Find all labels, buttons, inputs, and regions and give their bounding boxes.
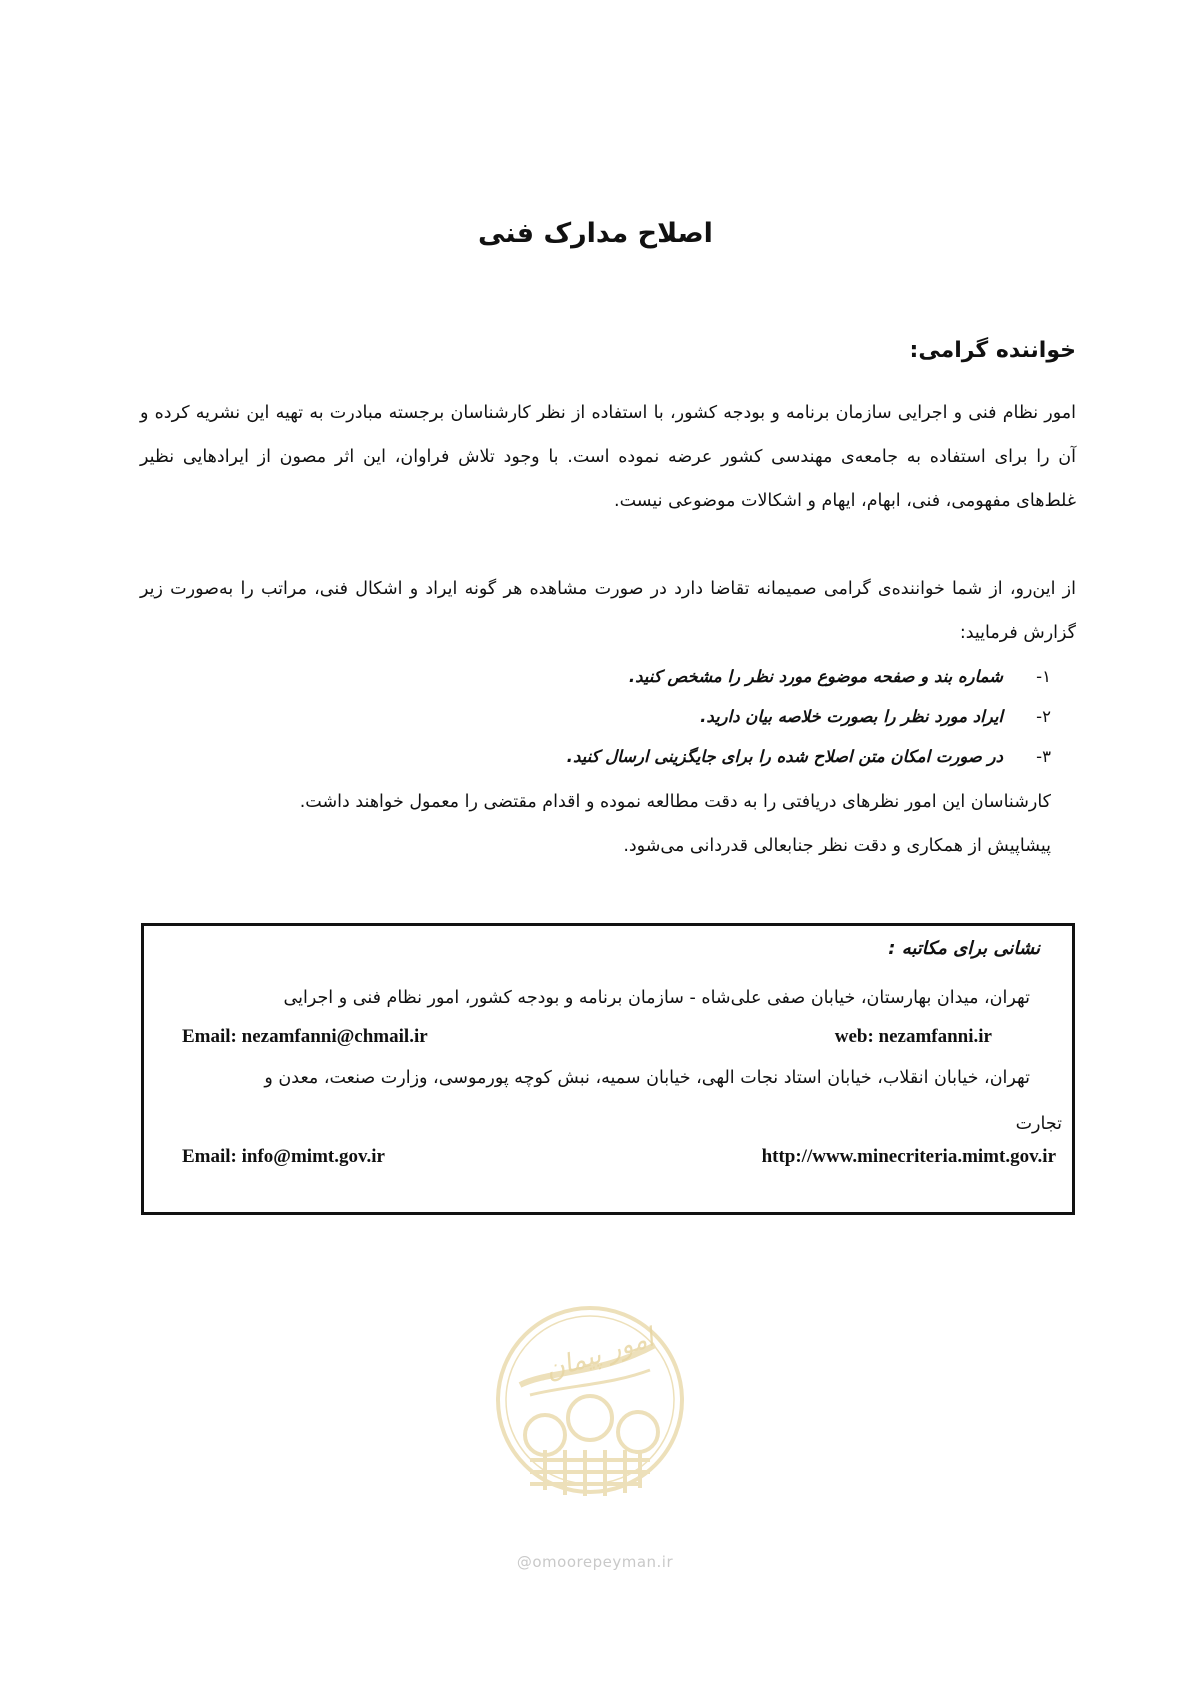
address-box — [141, 923, 1075, 1215]
page-title: اصلاح مدارک فنی — [478, 218, 713, 249]
closing-line-1: کارشناسان این امور نظرهای دریافتی را به دقت مطالعه نموده و اقدام مقتضی را معمول خواهند داشت. — [299, 792, 1051, 812]
list-item — [567, 737, 1051, 777]
closing-text — [300, 780, 1051, 868]
address-line-2-continued: تجارت — [1015, 1114, 1062, 1134]
email-link-1[interactable]: Email: nezamfanni@chmail.ir — [182, 1026, 428, 1047]
address-line-1: تهران، میدان بهارستان، خیابان صفی علی‌شاه - سازمان برنامه و بودجه کشور، امور نظام فنی و اجرایی — [283, 988, 1030, 1008]
email-link-2[interactable]: Email: info@mimt.gov.ir — [182, 1146, 385, 1167]
list-item — [567, 697, 1051, 737]
list-item-number: ۱- — [1036, 667, 1051, 686]
instructions-list — [567, 657, 1051, 777]
watermark-logo-text: امور پیمان — [541, 1322, 658, 1387]
list-item — [567, 657, 1051, 697]
salutation: خواننده گرامی: — [909, 338, 1076, 363]
list-item-text: شماره بند و صفحه موضوع مورد نظر را مشخص کنید. — [628, 667, 1003, 686]
web-link-2[interactable]: http://www.minecriteria.mimt.gov.ir — [761, 1146, 1056, 1167]
address-heading: نشانی برای مکاتبه : — [888, 938, 1040, 959]
watermark-site: @omoorepeyman.ir — [516, 1553, 674, 1571]
address-line-2: تهران، خیابان انقلاب، خیابان استاد نجات الهی، خیابان سمیه، نبش کوچه پورموسی، وزارت صنعت، معدن و — [264, 1068, 1030, 1088]
request-paragraph: از این‌رو، از شما خواننده‌ی گرامی صمیمانه تقاضا دارد در صورت مشاهده هر گونه ایراد و اشکال فنی، مراتب را به‌صورت زیر گزارش فرمایید: — [140, 579, 1076, 643]
intro-paragraph: امور نظام فنی و اجرایی سازمان برنامه و بودجه کشور، با استفاده از نظر کارشناسان برجسته مبادرت به تهیه این نشریه کرده و آن را برای استفاده به جامعه‌ی مهندسی کشور عرضه نموده است. با وجود تلاش فراوان، این اثر مصون از ایرادهایی نظیر غلط‌های مفهومی، فنی، ابهام، ایهام و اشکالات موضوعی نیست. — [140, 403, 1076, 511]
list-item-number: ۳- — [1036, 747, 1051, 766]
watermark-logo — [490, 1300, 690, 1500]
web-link-1[interactable]: web: nezamfanni.ir — [834, 1026, 992, 1047]
list-item-text: ایراد مورد نظر را بصورت خلاصه بیان دارید. — [700, 707, 1003, 726]
list-item-number: ۲- — [1036, 707, 1051, 726]
closing-line-2: پیشاپیش از همکاری و دقت نظر جنابعالی قدردانی می‌شود. — [623, 836, 1051, 856]
list-item-text: در صورت امکان متن اصلاح شده را برای جایگزینی ارسال کنید. — [566, 747, 1003, 766]
